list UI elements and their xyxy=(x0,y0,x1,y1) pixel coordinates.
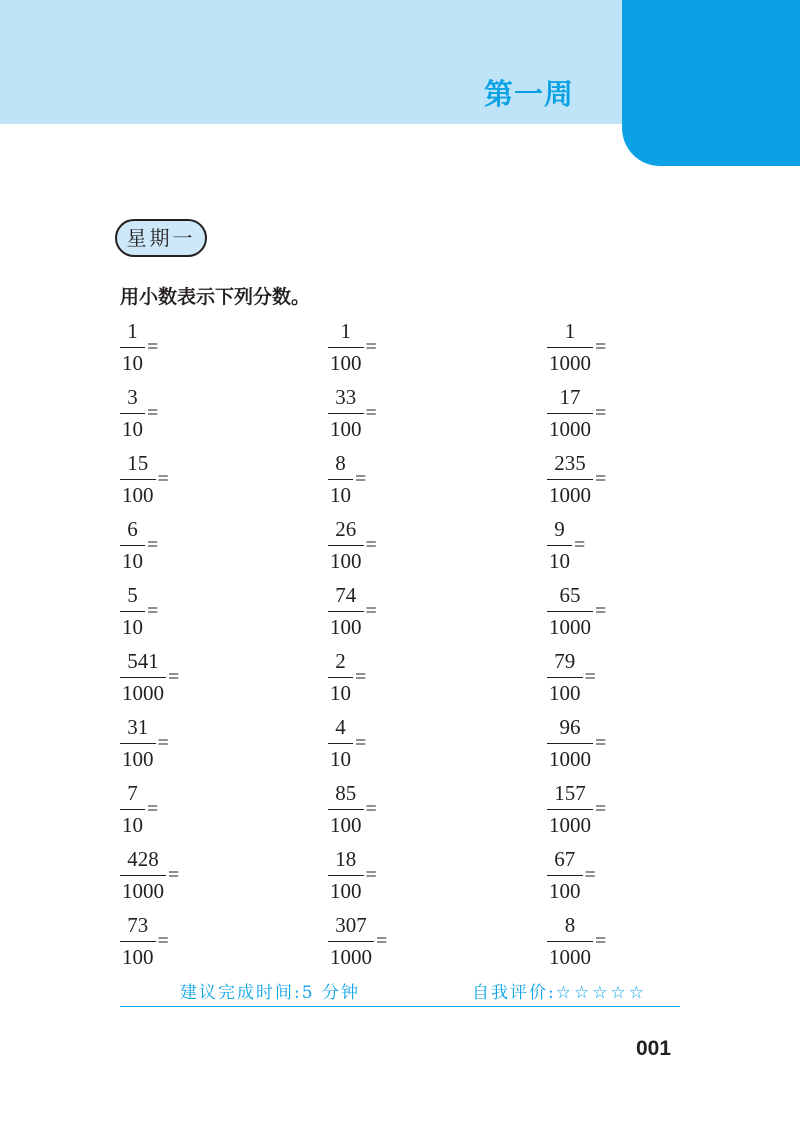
fraction xyxy=(547,384,593,442)
answer-blank[interactable] xyxy=(601,658,721,692)
fraction-numerator: 1 xyxy=(127,319,138,343)
fraction-denominator: 1000 xyxy=(549,813,591,837)
equals-sign: = xyxy=(365,600,377,622)
equals-sign: = xyxy=(595,930,607,952)
fraction-numerator: 31 xyxy=(127,715,149,739)
equals-sign: = xyxy=(147,336,159,358)
equals-sign: = xyxy=(147,402,159,424)
answer-blank[interactable] xyxy=(371,724,491,758)
fraction-denominator: 1000 xyxy=(122,879,164,903)
fraction-numerator: 307 xyxy=(335,913,367,937)
fraction xyxy=(328,318,364,376)
fraction-numerator: 1 xyxy=(564,319,576,343)
fraction-numerator: 9 xyxy=(554,517,565,541)
equals-sign: = xyxy=(365,336,377,358)
equals-sign: = xyxy=(574,534,586,556)
fraction xyxy=(547,318,593,376)
equals-sign: = xyxy=(147,534,159,556)
answer-blank[interactable] xyxy=(611,724,731,758)
fraction-numerator: 8 xyxy=(564,913,576,937)
answer-blank[interactable] xyxy=(611,460,731,494)
fraction xyxy=(547,582,593,640)
fraction-numerator: 33 xyxy=(335,385,357,409)
fraction-bar xyxy=(328,413,364,414)
fraction xyxy=(328,516,364,574)
equals-sign: = xyxy=(147,600,159,622)
fraction-denominator: 100 xyxy=(330,879,362,903)
fraction xyxy=(328,384,364,442)
fraction-denominator: 1000 xyxy=(549,351,591,375)
footer-bar xyxy=(120,980,680,1007)
fraction-bar xyxy=(547,875,583,876)
fraction xyxy=(328,846,364,904)
answer-blank[interactable] xyxy=(174,922,294,956)
fraction xyxy=(547,714,593,772)
fraction xyxy=(120,780,145,838)
fraction xyxy=(547,648,583,706)
fraction xyxy=(328,450,353,508)
fraction-bar xyxy=(328,677,353,678)
equals-sign: = xyxy=(157,468,169,490)
equals-sign: = xyxy=(595,732,607,754)
fraction-bar xyxy=(120,941,156,942)
fraction-bar xyxy=(547,413,593,414)
equals-sign: = xyxy=(584,666,596,688)
answer-blank[interactable] xyxy=(601,856,721,890)
equals-sign: = xyxy=(365,864,377,886)
fraction-denominator: 10 xyxy=(122,351,143,375)
equals-sign: = xyxy=(157,930,169,952)
fraction-numerator: 541 xyxy=(127,649,159,673)
fraction-numerator: 73 xyxy=(127,913,149,937)
fraction-denominator: 10 xyxy=(122,813,143,837)
fraction-bar xyxy=(120,479,156,480)
equals-sign: = xyxy=(168,666,180,688)
fraction-numerator: 5 xyxy=(127,583,138,607)
fraction-denominator: 10 xyxy=(122,549,143,573)
fraction-numerator: 17 xyxy=(559,385,581,409)
fraction-bar xyxy=(328,479,353,480)
fraction-bar xyxy=(328,545,364,546)
fraction-numerator: 18 xyxy=(335,847,357,871)
equals-sign: = xyxy=(355,666,367,688)
fraction-bar xyxy=(328,611,364,612)
fraction-bar xyxy=(547,479,593,480)
answer-blank[interactable] xyxy=(382,856,502,890)
fraction-numerator: 4 xyxy=(335,715,346,739)
self-evaluation xyxy=(472,980,647,1006)
equals-sign: = xyxy=(595,402,607,424)
answer-blank[interactable] xyxy=(382,790,502,824)
fraction-numerator: 65 xyxy=(559,583,581,607)
answer-blank[interactable] xyxy=(611,592,731,626)
fraction xyxy=(547,846,583,904)
answer-blank[interactable] xyxy=(611,328,731,362)
equals-sign: = xyxy=(365,534,377,556)
fraction-numerator: 96 xyxy=(559,715,581,739)
answer-blank[interactable] xyxy=(184,658,304,692)
fraction-numerator: 235 xyxy=(554,451,586,475)
fraction-bar xyxy=(120,347,145,348)
fraction-denominator: 100 xyxy=(549,681,581,705)
fraction-bar xyxy=(120,545,145,546)
equals-sign: = xyxy=(595,468,607,490)
fraction-denominator: 100 xyxy=(122,483,154,507)
fraction-denominator: 100 xyxy=(330,417,362,441)
week-title: 第一周 xyxy=(484,77,575,111)
fraction-numerator: 157 xyxy=(554,781,586,805)
fraction-denominator: 1000 xyxy=(549,945,591,969)
answer-blank[interactable] xyxy=(163,592,283,626)
answer-blank[interactable] xyxy=(163,328,283,362)
fraction-denominator: 10 xyxy=(330,483,351,507)
fraction xyxy=(120,912,156,970)
day-badge: 星期一 xyxy=(115,219,207,257)
fraction xyxy=(547,516,572,574)
fraction-numerator: 8 xyxy=(335,451,346,475)
suggested-time: 建议完成时间:5 分钟 xyxy=(180,983,360,1003)
fraction-bar xyxy=(547,941,593,942)
answer-blank[interactable] xyxy=(590,526,710,560)
fraction-bar xyxy=(547,611,593,612)
fraction-numerator: 3 xyxy=(127,385,138,409)
answer-blank[interactable] xyxy=(382,328,502,362)
fraction-denominator: 10 xyxy=(330,747,351,771)
fraction-bar xyxy=(120,677,166,678)
answer-blank[interactable] xyxy=(382,394,502,428)
instruction-text: 用小数表示下列分数。 xyxy=(120,286,311,308)
fraction-denominator: 10 xyxy=(122,417,143,441)
answer-blank[interactable] xyxy=(163,394,283,428)
equals-sign: = xyxy=(147,798,159,820)
fraction-denominator: 1000 xyxy=(549,747,591,771)
answer-blank[interactable] xyxy=(174,724,294,758)
fraction-numerator: 79 xyxy=(554,649,576,673)
fraction-bar xyxy=(328,347,364,348)
fraction-bar xyxy=(328,743,353,744)
fraction-denominator: 10 xyxy=(330,681,351,705)
fraction-bar xyxy=(547,347,593,348)
fraction-numerator: 15 xyxy=(127,451,149,475)
fraction-bar xyxy=(547,743,593,744)
fraction-denominator: 10 xyxy=(549,549,570,573)
fraction xyxy=(328,714,353,772)
answer-blank[interactable] xyxy=(611,790,731,824)
page-number: 001 xyxy=(636,1037,672,1060)
fraction-bar xyxy=(328,875,364,876)
fraction-denominator: 10 xyxy=(122,615,143,639)
fraction-numerator: 7 xyxy=(127,781,138,805)
fraction xyxy=(120,318,145,376)
equals-sign: = xyxy=(595,336,607,358)
fraction xyxy=(120,384,145,442)
answer-blank[interactable] xyxy=(174,460,294,494)
fraction xyxy=(120,516,145,574)
fraction xyxy=(547,912,593,970)
answer-blank[interactable] xyxy=(611,394,731,428)
fraction-bar xyxy=(547,677,583,678)
fraction xyxy=(120,714,156,772)
fraction-denominator: 100 xyxy=(330,615,362,639)
self-evaluation-label: 自我评价: xyxy=(472,983,556,1003)
fraction-bar xyxy=(120,875,166,876)
fraction-denominator: 100 xyxy=(330,351,362,375)
equals-sign: = xyxy=(355,732,367,754)
fraction-bar xyxy=(547,809,593,810)
fraction-bar xyxy=(328,941,374,942)
fraction xyxy=(120,582,145,640)
fraction-numerator: 6 xyxy=(127,517,138,541)
fraction xyxy=(328,912,374,970)
answer-blank[interactable] xyxy=(611,922,731,956)
answer-blank[interactable] xyxy=(163,526,283,560)
fraction xyxy=(547,450,593,508)
fraction-denominator: 1000 xyxy=(330,945,372,969)
fraction-denominator: 1000 xyxy=(549,483,591,507)
fraction-numerator: 67 xyxy=(554,847,576,871)
answer-blank[interactable] xyxy=(371,658,491,692)
answer-blank[interactable] xyxy=(382,592,502,626)
fraction-numerator: 1 xyxy=(340,319,351,343)
fraction xyxy=(547,780,593,838)
equals-sign: = xyxy=(355,468,367,490)
fraction-numerator: 74 xyxy=(335,583,357,607)
equals-sign: = xyxy=(365,798,377,820)
fraction-numerator: 85 xyxy=(335,781,357,805)
fraction-numerator: 2 xyxy=(335,649,346,673)
answer-blank[interactable] xyxy=(371,460,491,494)
fraction-denominator: 100 xyxy=(122,945,154,969)
equals-sign: = xyxy=(595,798,607,820)
fraction-bar xyxy=(120,809,145,810)
fraction-numerator: 428 xyxy=(127,847,159,871)
answer-blank[interactable] xyxy=(184,856,304,890)
fraction xyxy=(328,780,364,838)
answer-blank[interactable] xyxy=(163,790,283,824)
fraction-denominator: 100 xyxy=(330,549,362,573)
fraction xyxy=(120,846,166,904)
fraction-denominator: 100 xyxy=(122,747,154,771)
fraction-denominator: 1000 xyxy=(549,615,591,639)
rating-stars-icon[interactable]: ☆☆☆☆☆ xyxy=(555,983,647,1003)
fraction-bar xyxy=(120,413,145,414)
equals-sign: = xyxy=(584,864,596,886)
header-tab xyxy=(622,0,800,166)
fraction-denominator: 1000 xyxy=(122,681,164,705)
fraction-denominator: 1000 xyxy=(549,417,591,441)
fraction xyxy=(120,450,156,508)
equals-sign: = xyxy=(365,402,377,424)
equals-sign: = xyxy=(168,864,180,886)
equals-sign: = xyxy=(157,732,169,754)
fraction xyxy=(120,648,166,706)
answer-blank[interactable] xyxy=(382,526,502,560)
fraction xyxy=(328,648,353,706)
fraction-bar xyxy=(328,809,364,810)
fraction-bar xyxy=(547,545,572,546)
fraction-denominator: 100 xyxy=(549,879,581,903)
answer-blank[interactable] xyxy=(392,922,512,956)
equals-sign: = xyxy=(376,930,388,952)
fraction xyxy=(328,582,364,640)
fraction-bar xyxy=(120,611,145,612)
equals-sign: = xyxy=(595,600,607,622)
fraction-numerator: 26 xyxy=(335,517,357,541)
fraction-denominator: 100 xyxy=(330,813,362,837)
fraction-bar xyxy=(120,743,156,744)
